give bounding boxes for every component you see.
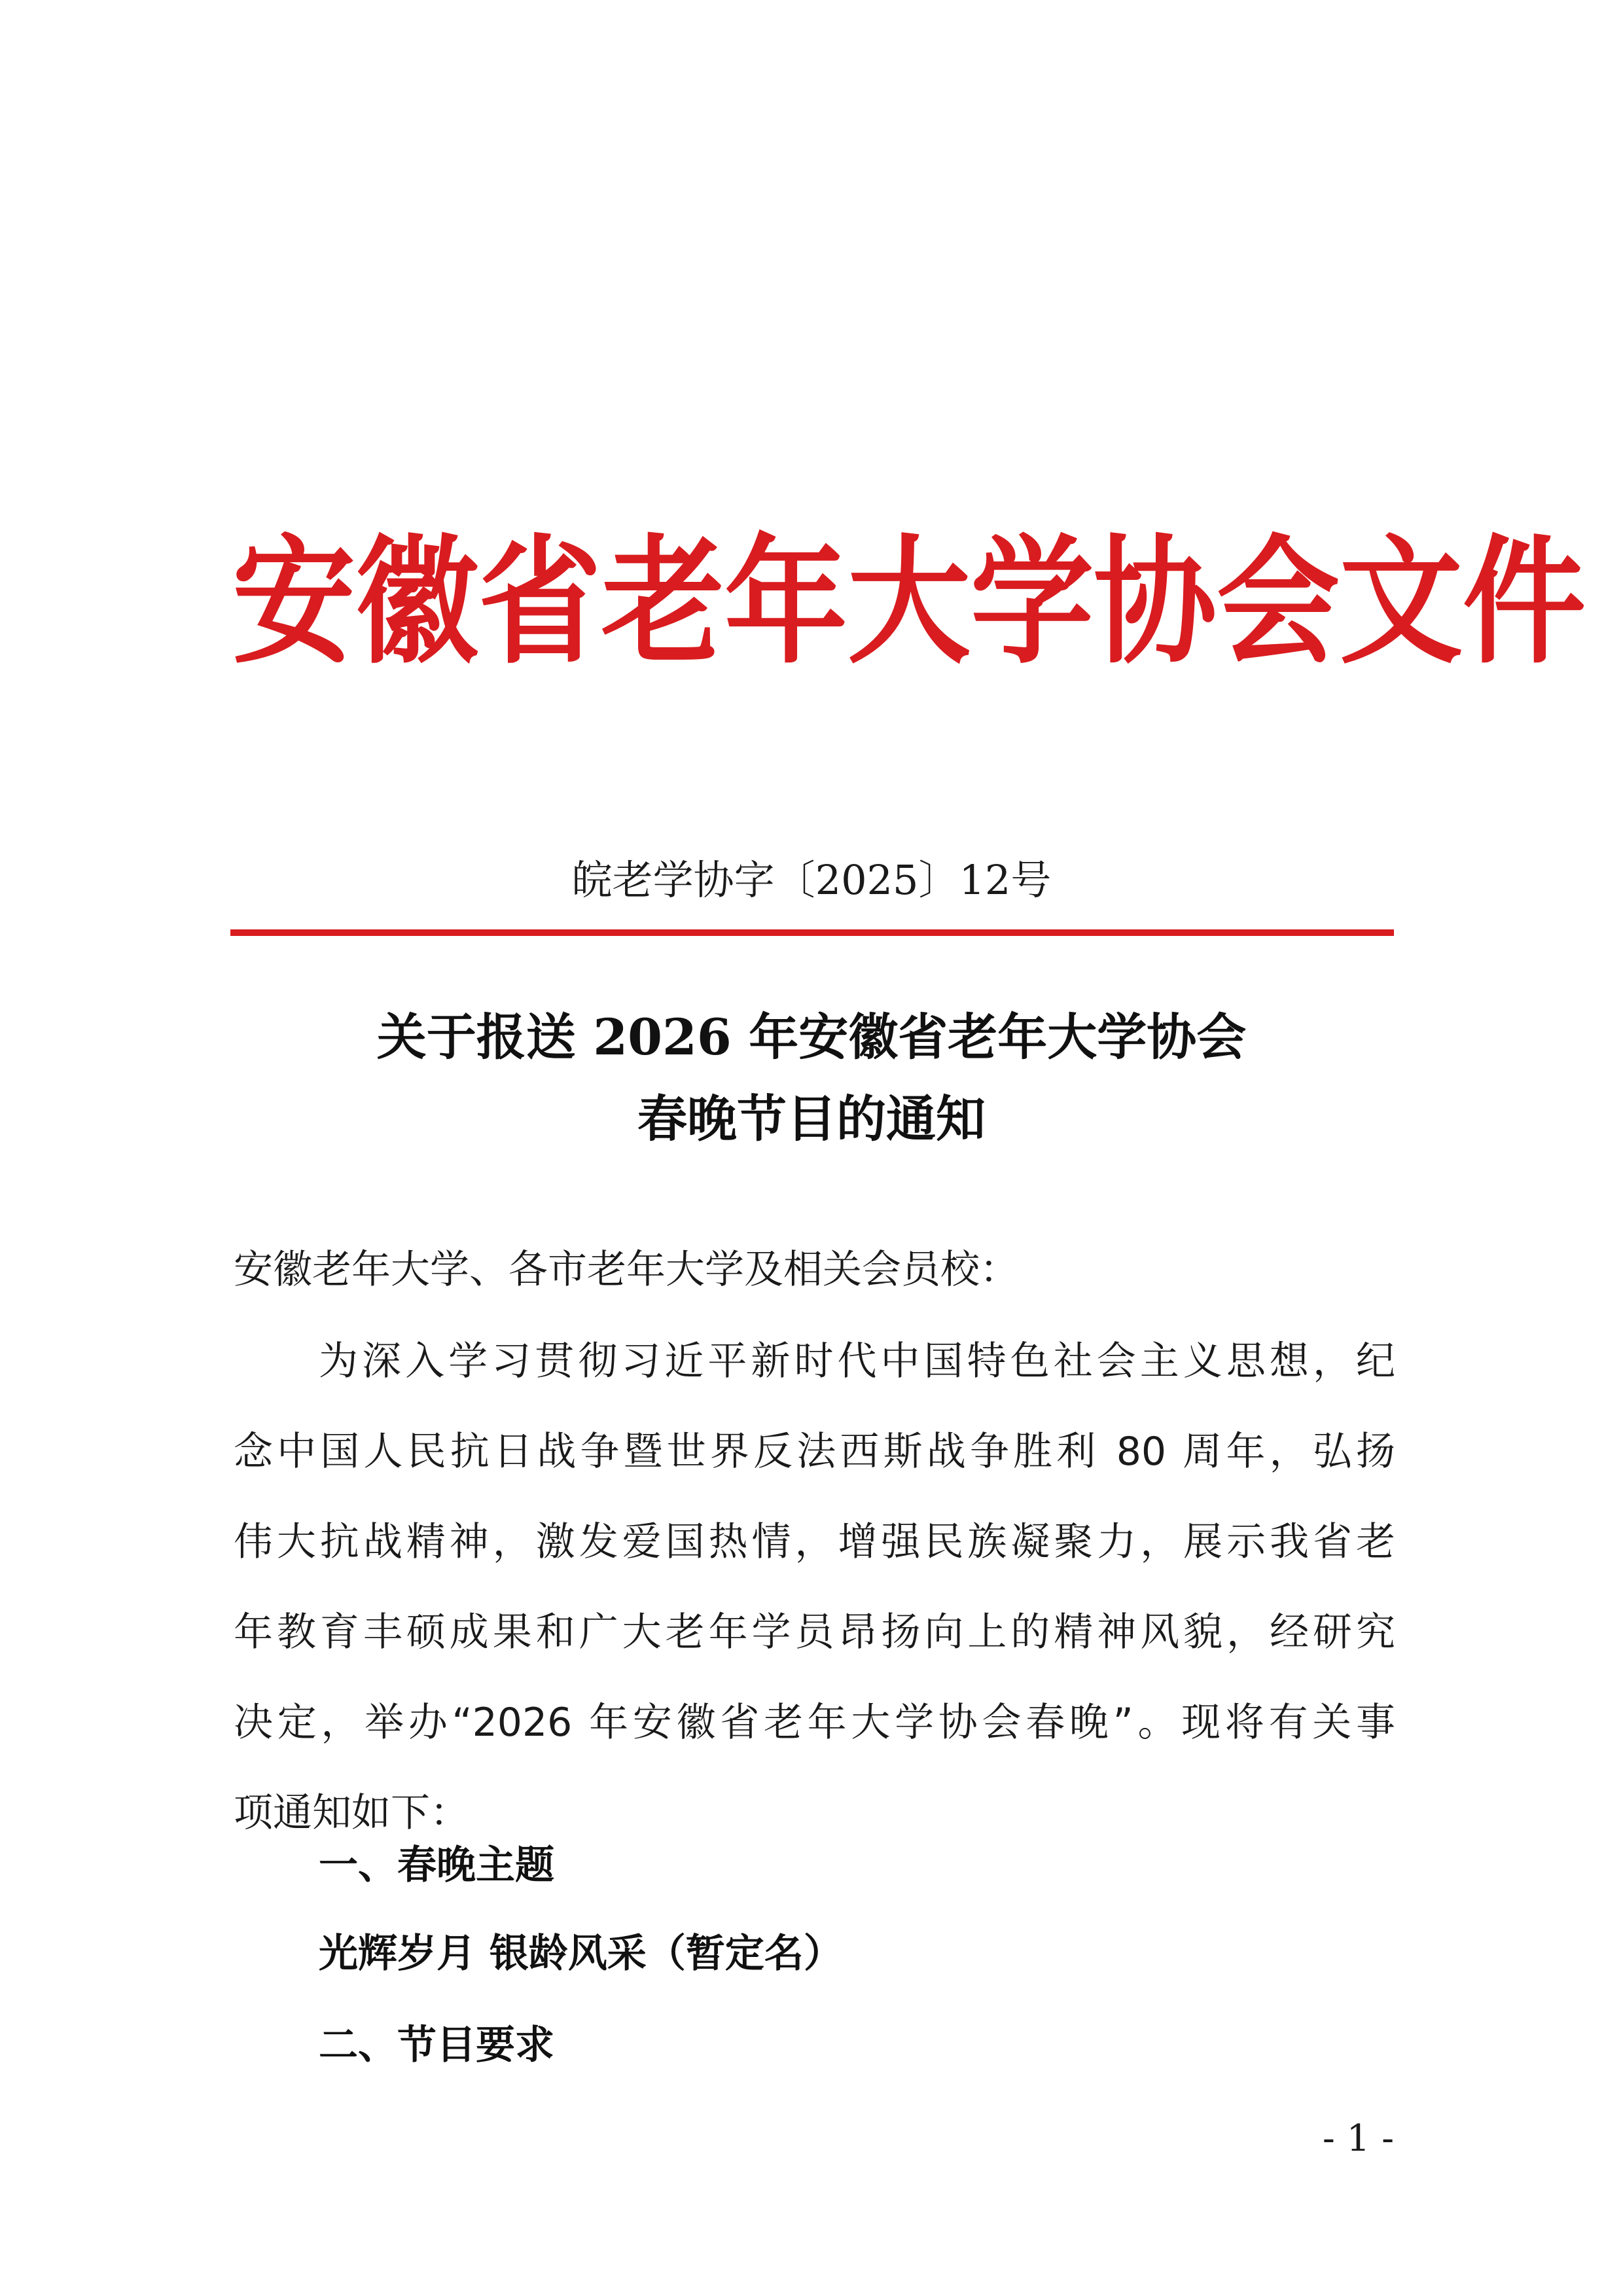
page-number: - 1 - [1322, 2117, 1394, 2160]
section-1-theme: 光辉岁月 银龄风采（暂定名） [319, 1931, 843, 1977]
red-divider-line [230, 929, 1394, 936]
document-number: 皖老学协字〔2025〕12号 [571, 856, 1052, 904]
addressee: 安徽老年大学、各市老年大学及相关会员校： [234, 1247, 1019, 1293]
section-1-heading: 一、春晚主题 [319, 1842, 554, 1888]
paragraph-line: 念中国人民抗日战争暨世界反法西斯战争胜利 80 周年，弘扬 [234, 1429, 1395, 1475]
notice-title-line-1: 关于报送 2026 年安徽省老年大学协会 [376, 1008, 1247, 1066]
intro-paragraph [234, 1332, 1395, 1874]
paragraph-line: 项通知如下： [234, 1790, 469, 1836]
paragraph-line: 决定，举办“2026 年安徽省老年大学协会春晚”。现将有关事 [234, 1700, 1395, 1746]
paragraph-line: 年教育丰硕成果和广大老年学员昂扬向上的精神风貌，经研究 [234, 1609, 1395, 1655]
paragraph-line: 伟大抗战精神，激发爱国热情，增强民族凝聚力，展示我省老 [234, 1519, 1395, 1565]
masthead-title: 安徽省老年大学协会文件 [232, 520, 1586, 683]
paragraph-line: 为深入学习贯彻习近平新时代中国特色社会主义思想，纪 [319, 1338, 1395, 1384]
notice-title-line-2: 春晚节目的通知 [637, 1090, 986, 1148]
section-2-heading: 二、节目要求 [319, 2022, 554, 2068]
